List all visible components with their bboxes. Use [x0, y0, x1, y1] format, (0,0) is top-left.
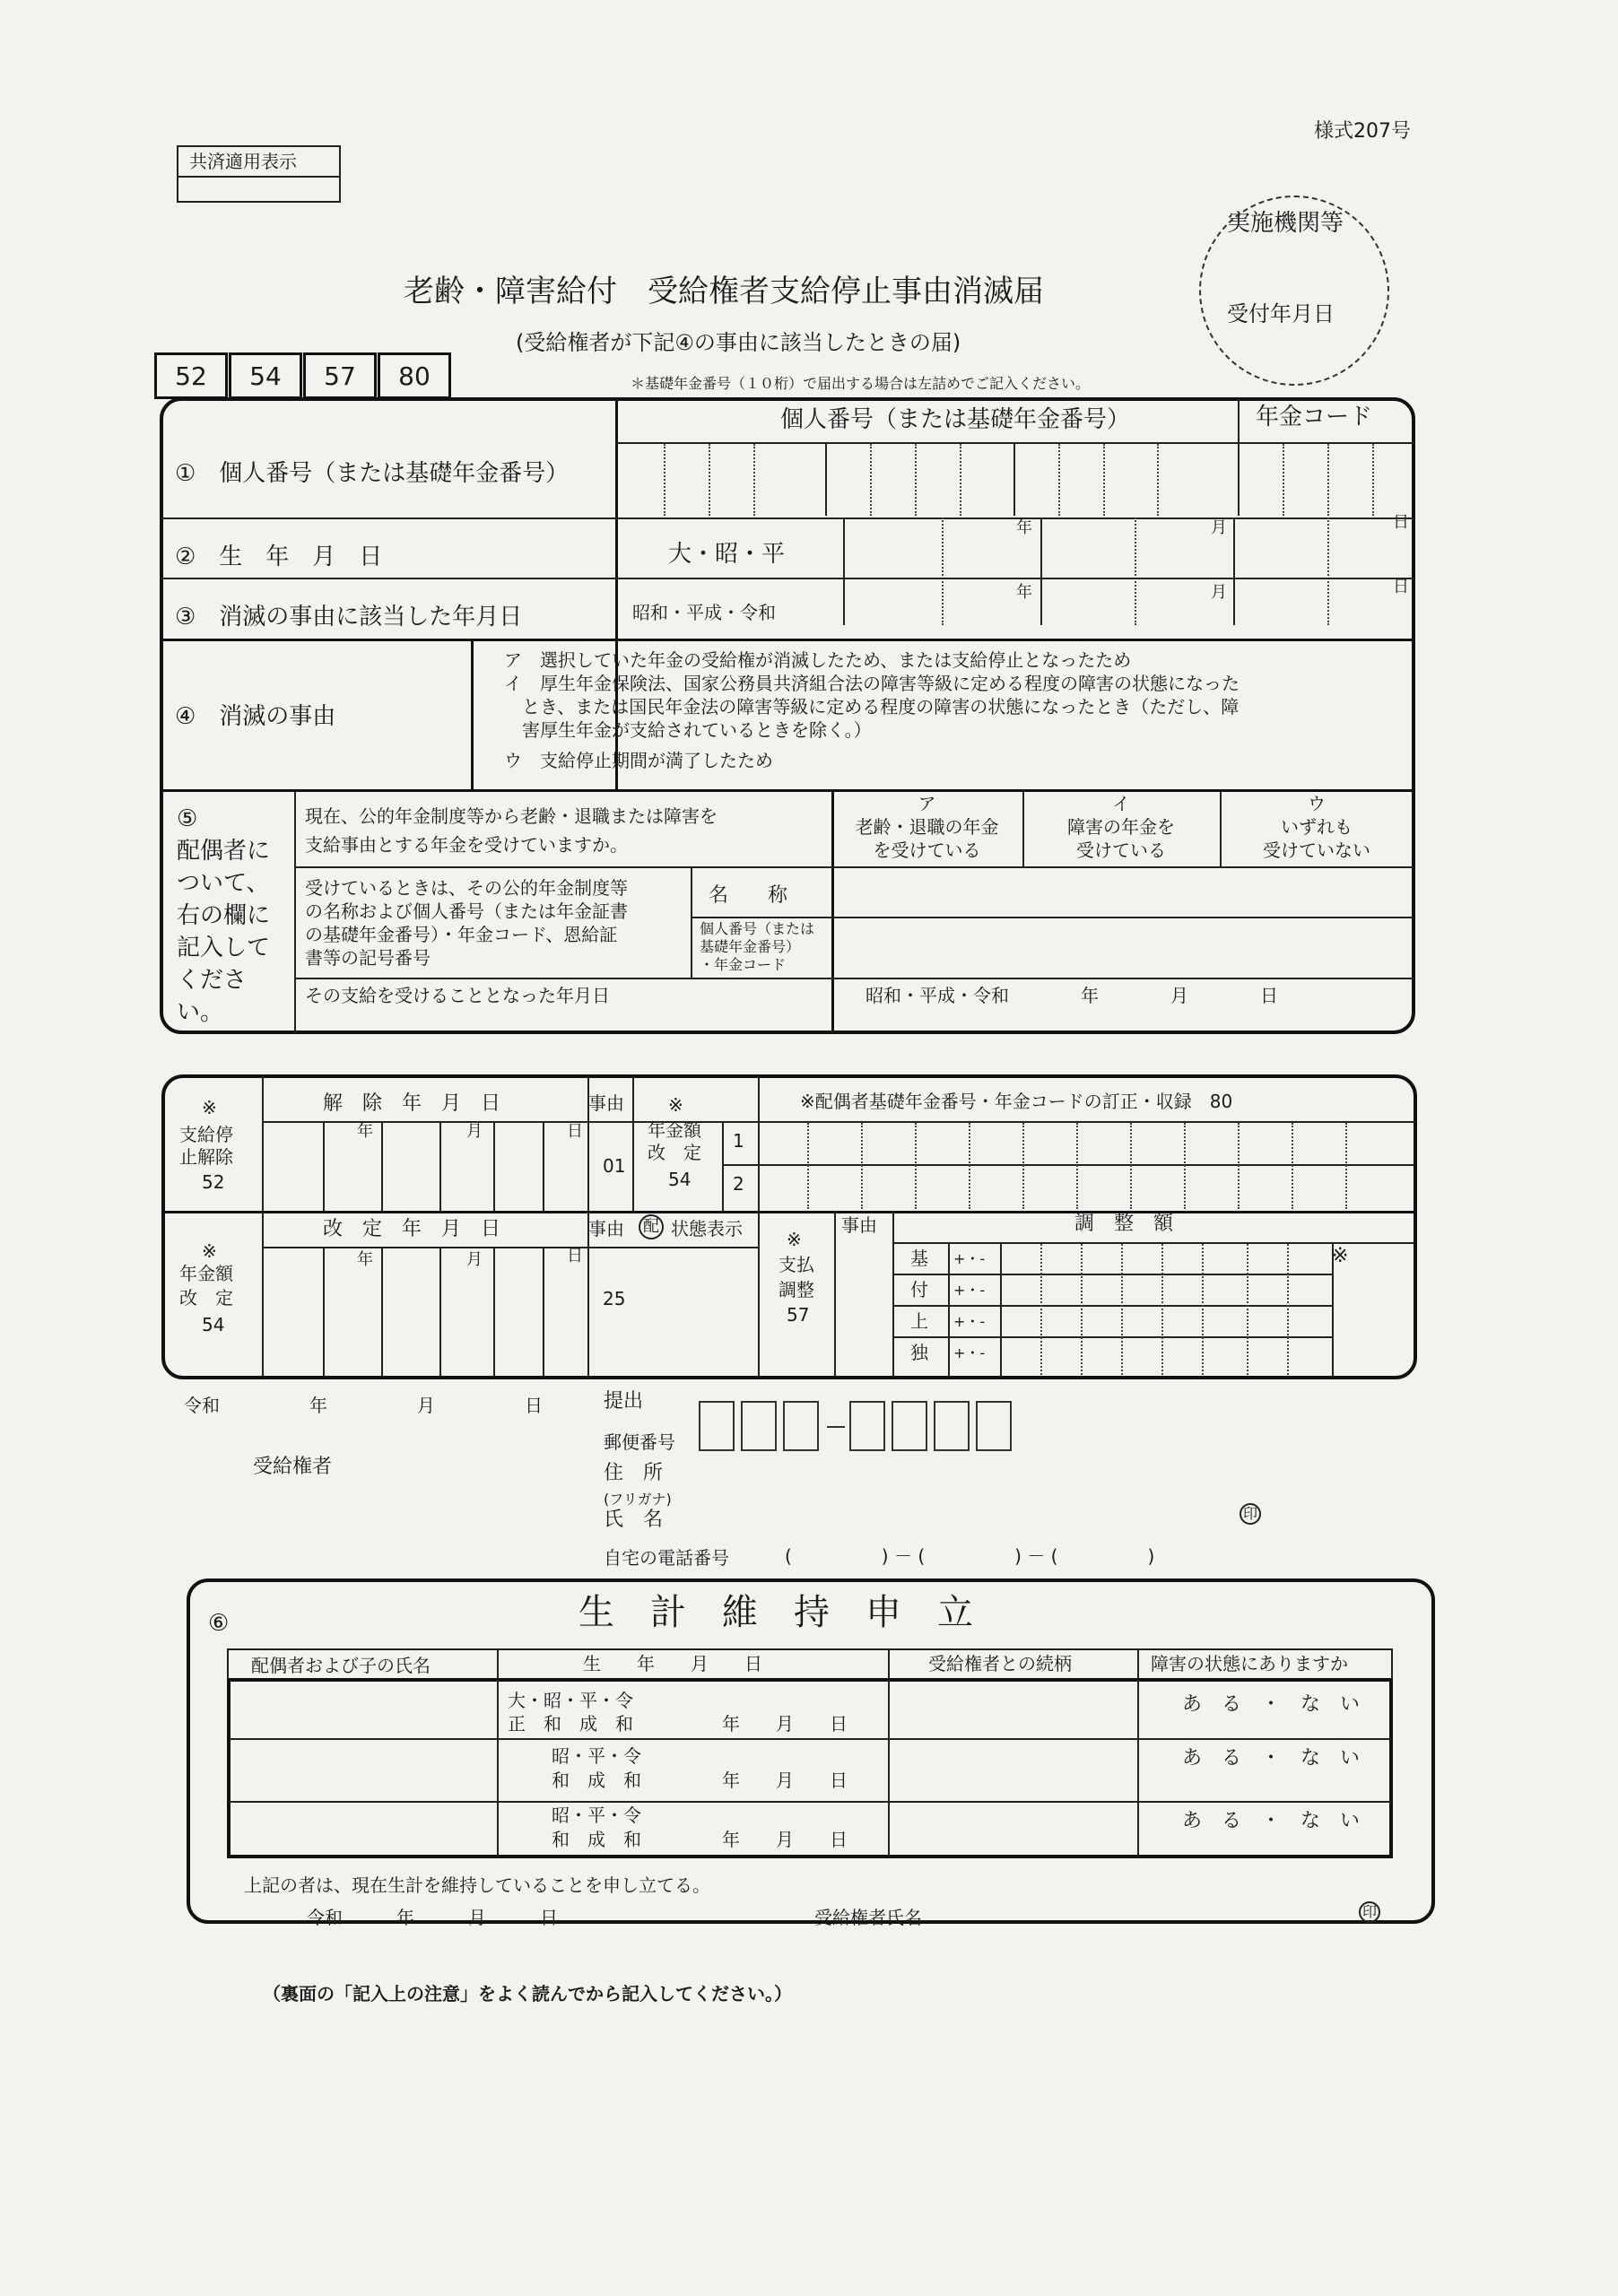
row2-era: 大・昭・平 — [668, 541, 786, 568]
submit-date: 令和 年 月 日 — [184, 1395, 543, 1416]
code-header: 年金コード — [1256, 404, 1373, 430]
seikei-title: 生 計 維 持 申 立 — [578, 1592, 973, 1633]
seal-mark: 印 — [1359, 1901, 1380, 1923]
postal-digit[interactable] — [783, 1401, 819, 1451]
phone-field[interactable]: ( ) － ( ) － ( ) — [785, 1545, 1155, 1567]
form-number: 様式207号 — [1314, 120, 1411, 143]
phone-label: 自宅の電話番号 — [604, 1547, 729, 1569]
reason-u: ウ 支給停止期間が満了したため — [504, 750, 773, 771]
row2-label: ② 生 年 月 日 — [175, 544, 383, 570]
kojin-header: 個人番号（または基礎年金番号） — [780, 406, 1131, 433]
row1-label: ① 個人番号（または基礎年金番号） — [175, 460, 570, 487]
footer-note: （裏面の「記入上の注意」をよく読んでから記入してください。） — [263, 1983, 792, 2005]
name-label: 名 称 — [709, 884, 788, 907]
stamp-line2: 受付年月日 — [1227, 301, 1335, 326]
postal-digit[interactable] — [934, 1401, 970, 1451]
reason-i-2: とき、または国民年金法の障害等級に定める程度の障害の状態になったとき（ただし、障 — [504, 696, 1240, 718]
q1-line1: 現在、公的年金制度等から老齢・退職または障害を — [305, 805, 718, 827]
q3-label: その支給を受けることとなった年月日 — [305, 985, 610, 1006]
postal-digit[interactable] — [976, 1401, 1012, 1451]
postal-digit[interactable] — [892, 1401, 927, 1451]
row3-era: 昭和・平成・令和 — [632, 602, 776, 623]
code-box-52: 52 — [154, 352, 228, 399]
kyosai-label: 共済適用表示 — [189, 151, 297, 172]
postal-digit[interactable] — [849, 1401, 885, 1451]
code-box-57: 57 — [303, 352, 377, 399]
reason-i-3: 害厚生年金が支給されているときを除く。） — [504, 719, 872, 741]
reason-a: ア 選択していた年金の受給権が消滅したため、または支給停止となったため — [504, 649, 1132, 671]
address-label: 住 所 — [604, 1462, 664, 1484]
postal-digit[interactable] — [699, 1401, 735, 1451]
row4-label: ④ 消滅の事由 — [175, 703, 336, 730]
code-box-54: 54 — [229, 352, 302, 399]
name-label: 氏 名 — [604, 1509, 664, 1531]
declaration-date: 令和 年 月 日 — [307, 1907, 558, 1928]
postal-label: 郵便番号 — [604, 1431, 675, 1453]
applicant-label: 受給権者 — [253, 1456, 333, 1478]
declaration: 上記の者は、現在生計を維持していることを申し立てる。 — [244, 1874, 710, 1896]
code-box-80: 80 — [378, 352, 451, 399]
teishutsu-label: 提出 — [604, 1390, 644, 1413]
kiso-note: ＊基礎年金番号（１０桁）で届出する場合は左詰めでご記入ください。 — [631, 375, 1091, 392]
kyosai-box — [177, 145, 341, 203]
reason-i-1: イ 厚生年金保険法、国家公務員共済組合法の障害等級に定める程度の障害の状態になった — [504, 673, 1240, 694]
hai-circle: 配 — [639, 1214, 664, 1239]
stamp-line1: 実施機関等 — [1227, 210, 1344, 237]
q1-line2: 支給事由とする年金を受けていますか。 — [305, 834, 628, 856]
furigana-label: (フリガナ) — [604, 1491, 672, 1508]
form-title: 老齢・障害給付 受給権者支給停止事由消滅届 — [404, 274, 1044, 309]
seal-mark: 印 — [1240, 1503, 1261, 1525]
q3-date: 昭和・平成・令和 年 月 日 — [866, 985, 1278, 1006]
row3-label: ③ 消滅の事由に該当した年月日 — [175, 604, 523, 631]
declaration-name-label: 受給権者氏名 — [814, 1907, 922, 1928]
postal-digit[interactable] — [741, 1401, 777, 1451]
form-subtitle: (受給権者が下記④の事由に該当したときの届) — [516, 330, 961, 355]
